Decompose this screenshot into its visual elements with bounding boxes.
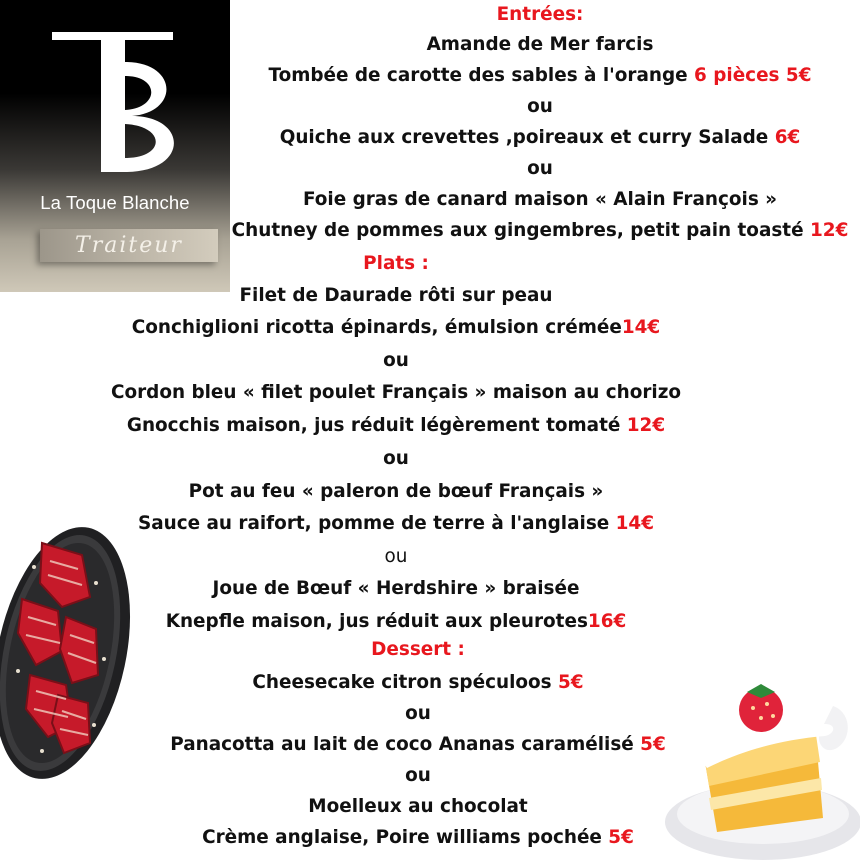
separator-or: ou: [527, 96, 553, 117]
menu-item: Moelleux au chocolat: [308, 796, 528, 817]
menu-item: Gnocchis maison, jus réduit légèrement tomaté 12€: [126, 415, 666, 436]
separator-or: ou: [383, 350, 409, 371]
logo-name: La Toque Blanche: [40, 192, 190, 213]
menu-item: Crème anglaise, Poire williams pochée 5€: [202, 827, 634, 848]
price: 6€: [774, 127, 801, 148]
heading-plats: Plats :: [363, 253, 429, 274]
price: 14€: [621, 317, 661, 338]
price: 12€: [809, 220, 849, 241]
separator-or: ou: [384, 546, 408, 567]
menu-item: Cheesecake citron spéculoos 5€: [252, 672, 584, 693]
price: 14€: [615, 513, 655, 534]
heading-entrees: Entrées:: [496, 4, 584, 25]
menu-item: Conchiglioni ricotta épinards, émulsion crémée14€: [131, 317, 661, 338]
separator-or: ou: [383, 448, 409, 469]
menu-item: Filet de Daurade rôti sur peau: [239, 285, 553, 306]
price: 16€: [587, 611, 627, 632]
menu-item: Joue de Bœuf « Herdshire » braisée: [212, 578, 580, 599]
menu-item: Chutney de pommes aux gingembres, petit pain toasté 12€: [231, 220, 849, 241]
menu-item: Tombée de carotte des sables à l'orange 6 pièces 5€: [268, 65, 812, 86]
tb-monogram-icon: [0, 0, 230, 200]
logo-tagline: Traiteur: [75, 233, 183, 258]
grilled-meat-on-plate-icon: [0, 525, 140, 785]
menu-item: Foie gras de canard maison « Alain François »: [302, 189, 778, 210]
price: 5€: [557, 672, 584, 693]
menu-item: Knepfle maison, jus réduit aux pleurotes16€: [165, 611, 627, 632]
heading-dessert: Dessert :: [371, 639, 465, 660]
separator-or: ou: [527, 158, 553, 179]
menu-item: Sauce au raifort, pomme de terre à l'anglaise 14€: [137, 513, 655, 534]
menu-item: Pot au feu « paleron de bœuf Français »: [188, 481, 604, 502]
separator-or: ou: [405, 765, 431, 786]
price: 6 pièces 5€: [694, 65, 812, 86]
menu-item: Amande de Mer farcis: [426, 34, 654, 55]
cake-slice-icon: [665, 682, 860, 860]
separator-or: ou: [405, 703, 431, 724]
price: 5€: [608, 827, 634, 848]
menu-item: Quiche aux crevettes ,poireaux et curry Salade 6€: [279, 127, 801, 148]
logo: [0, 0, 230, 292]
price: 12€: [626, 415, 666, 436]
menu-item: Panacotta au lait de coco Ananas caramélisé 5€: [170, 734, 666, 755]
menu-item: Cordon bleu « filet poulet Français » maison au chorizo: [110, 382, 682, 403]
price: 5€: [640, 734, 666, 755]
logo-tagline-plate: [40, 229, 218, 262]
